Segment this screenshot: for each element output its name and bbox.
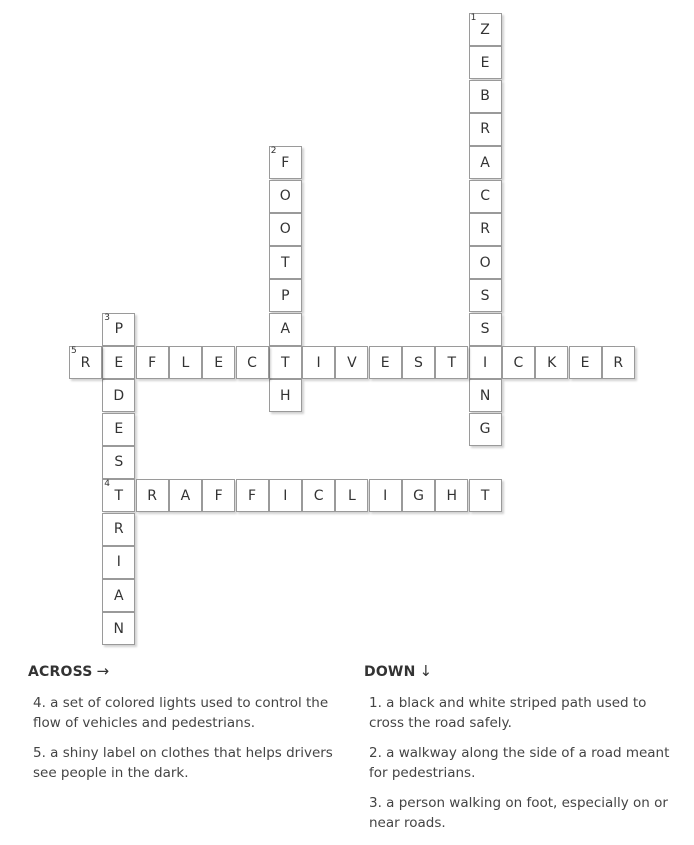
- cell-letter: E: [580, 354, 590, 371]
- cell-letter: R: [613, 354, 624, 371]
- grid-cell[interactable]: [469, 379, 502, 412]
- cell-letter: O: [479, 254, 491, 271]
- arrow-right-icon: →: [96, 662, 110, 680]
- cell-letter: N: [479, 387, 491, 404]
- cell-letter: L: [347, 487, 356, 504]
- clue-down-2: 2. a walkway along the side of a road meant for pedestrians.: [369, 745, 670, 781]
- grid-cell[interactable]: [269, 246, 302, 279]
- grid-cell[interactable]: [102, 513, 135, 546]
- cell-letter: O: [279, 188, 291, 204]
- grid-cell[interactable]: [502, 346, 535, 379]
- grid-cell[interactable]: [435, 346, 468, 379]
- grid-cell[interactable]: [102, 313, 135, 346]
- grid-cell[interactable]: [169, 479, 202, 512]
- cell-letter: E: [380, 354, 390, 371]
- cell-number: 1: [470, 13, 477, 23]
- grid-cell[interactable]: [102, 446, 135, 479]
- cell-letter: I: [316, 354, 321, 371]
- cell-letter: S: [114, 454, 124, 471]
- grid-cell[interactable]: [269, 346, 302, 379]
- grid-cell[interactable]: [102, 346, 135, 379]
- cell-letter: E: [480, 54, 490, 71]
- cell-number: 5: [71, 346, 77, 356]
- cell-letter: V: [347, 354, 357, 371]
- cell-letter: P: [281, 287, 290, 304]
- grid-cell[interactable]: [269, 146, 302, 179]
- grid-cell[interactable]: [369, 346, 402, 379]
- grid-cell[interactable]: [202, 346, 235, 379]
- grid-cell[interactable]: [469, 180, 502, 213]
- cell-letter: G: [413, 487, 424, 504]
- cell-letter: C: [513, 354, 524, 371]
- grid-cell[interactable]: [469, 246, 502, 279]
- grid-cell[interactable]: [269, 279, 302, 312]
- grid-cell[interactable]: [469, 80, 502, 113]
- cell-letter: I: [383, 487, 388, 504]
- cell-letter: G: [479, 421, 491, 438]
- cell-letter: P: [114, 321, 124, 338]
- grid-cell[interactable]: [236, 346, 269, 379]
- cell-letter: R: [113, 521, 124, 537]
- grid-cell[interactable]: [102, 413, 135, 446]
- grid-cell[interactable]: [102, 579, 135, 612]
- cell-letter: L: [181, 354, 190, 371]
- grid-cell[interactable]: [469, 146, 502, 179]
- cell-letter: F: [281, 154, 290, 171]
- cell-letter: E: [114, 354, 124, 371]
- cell-letter: R: [147, 487, 157, 504]
- grid-cell[interactable]: [169, 346, 202, 379]
- clue-down-3: 3. a person walking on foot, especially on or near roads.: [369, 795, 668, 831]
- cell-letter: R: [480, 121, 490, 138]
- cell-letter: E: [214, 354, 224, 371]
- grid-cell[interactable]: [435, 479, 468, 512]
- grid-cell[interactable]: [102, 546, 135, 579]
- down-clues: [364, 662, 684, 843]
- cell-letter: H: [446, 487, 458, 504]
- grid-cell[interactable]: [535, 346, 568, 379]
- across-clues: [28, 662, 348, 793]
- cell-letter: R: [80, 354, 91, 371]
- cell-letter: R: [480, 221, 490, 238]
- grid-cell[interactable]: [602, 346, 635, 379]
- cell-letter: K: [547, 354, 557, 371]
- cell-letter: A: [180, 487, 191, 504]
- grid-cell[interactable]: [469, 46, 502, 79]
- grid-cell[interactable]: [269, 213, 302, 246]
- grid-cell[interactable]: [302, 346, 335, 379]
- grid-cell[interactable]: [335, 479, 368, 512]
- grid-cell[interactable]: [269, 379, 302, 412]
- cell-letter: F: [148, 354, 157, 371]
- grid-cell[interactable]: [469, 313, 502, 346]
- grid-cell[interactable]: [102, 479, 135, 512]
- clue-across-4: 4. a set of colored lights used to control the flow of vehicles and pedestrians.: [33, 695, 329, 731]
- grid-cell[interactable]: [402, 346, 435, 379]
- cell-number: 3: [104, 312, 111, 323]
- cell-letter: D: [113, 387, 125, 404]
- cell-number: 2: [270, 146, 277, 157]
- grid-cell[interactable]: [136, 346, 169, 379]
- cell-letter: A: [114, 587, 124, 604]
- cell-letter: S: [414, 354, 423, 371]
- cell-letter: A: [480, 154, 490, 171]
- cell-letter: I: [116, 554, 121, 571]
- grid-cell[interactable]: [136, 479, 169, 512]
- grid-cell[interactable]: [269, 479, 302, 512]
- cell-letter: T: [114, 487, 124, 504]
- cell-letter: I: [483, 354, 488, 371]
- cell-letter: I: [283, 487, 288, 504]
- grid-cell[interactable]: [469, 413, 502, 446]
- cell-letter: C: [313, 487, 324, 504]
- grid-cell[interactable]: [469, 113, 502, 146]
- cell-letter: H: [280, 387, 291, 404]
- grid-cell[interactable]: [402, 479, 435, 512]
- cell-letter: T: [281, 354, 290, 371]
- grid-cell[interactable]: [469, 279, 502, 312]
- clue-down-1: 1. a black and white striped path used to cross the road safely.: [369, 695, 647, 731]
- cell-letter: T: [447, 354, 457, 371]
- grid-cell[interactable]: [469, 213, 502, 246]
- grid-cell[interactable]: [202, 479, 235, 512]
- grid-cell[interactable]: [102, 612, 135, 645]
- cell-letter: B: [480, 88, 490, 105]
- cell-letter: C: [247, 354, 257, 371]
- cell-letter: T: [480, 487, 490, 504]
- grid-cell[interactable]: [569, 346, 602, 379]
- grid-cell[interactable]: [236, 479, 269, 512]
- down-heading: DOWN ↓: [364, 662, 433, 680]
- cell-letter: S: [480, 287, 490, 304]
- cell-letter: F: [247, 487, 257, 504]
- grid-cell[interactable]: [69, 346, 102, 379]
- cell-letter: O: [279, 221, 291, 238]
- cell-letter: S: [480, 321, 490, 338]
- grid-cell[interactable]: [335, 346, 368, 379]
- grid-cell[interactable]: [369, 479, 402, 512]
- cell-letter: Z: [480, 21, 490, 38]
- grid-cell[interactable]: [102, 379, 135, 412]
- cell-letter: N: [113, 620, 125, 637]
- cell-letter: E: [114, 421, 124, 438]
- grid-cell[interactable]: [269, 313, 302, 346]
- grid-cell[interactable]: [469, 479, 502, 512]
- grid-cell[interactable]: [269, 180, 302, 213]
- cell-letter: A: [280, 321, 291, 338]
- grid-cell[interactable]: [469, 13, 502, 46]
- cell-number: 4: [104, 479, 111, 490]
- arrow-down-icon: ↓: [419, 662, 433, 680]
- cell-letter: F: [214, 487, 223, 504]
- cell-letter: C: [480, 188, 490, 204]
- clue-across-5: 5. a shiny label on clothes that helps drivers see people in the dark.: [33, 745, 333, 781]
- across-heading: ACROSS →: [28, 662, 110, 680]
- grid-cell[interactable]: [469, 346, 502, 379]
- grid-cell[interactable]: [302, 479, 335, 512]
- cell-letter: T: [281, 254, 290, 271]
